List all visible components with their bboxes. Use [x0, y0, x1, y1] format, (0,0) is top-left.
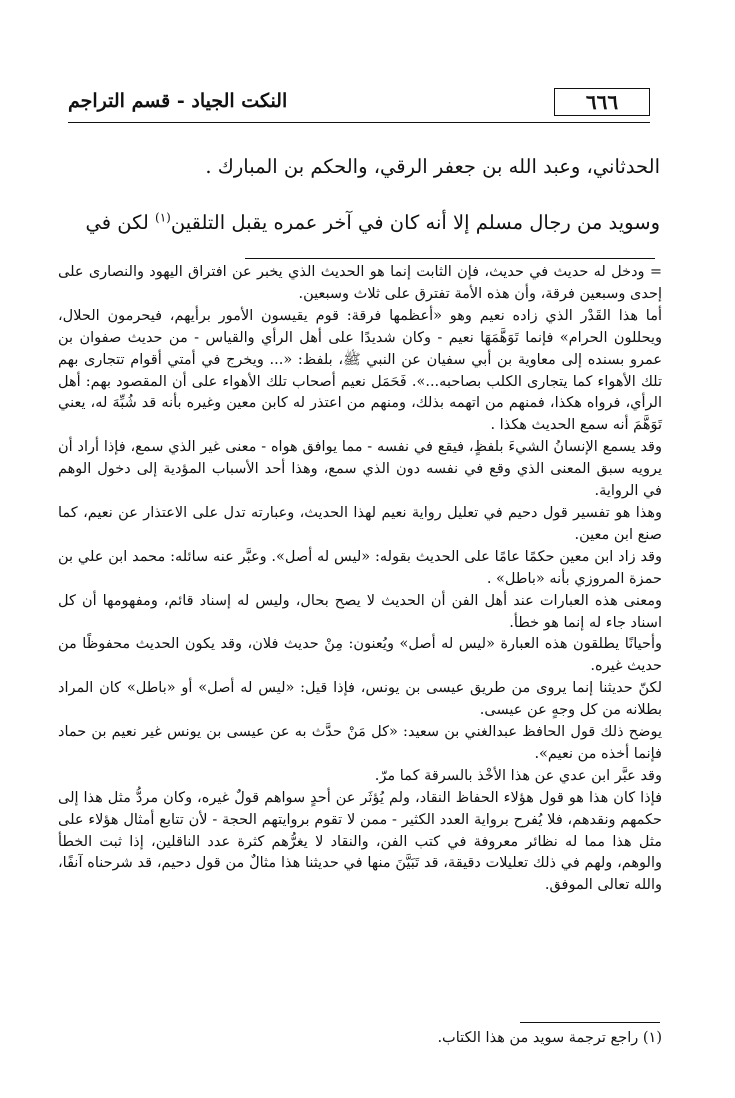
footnote-rule: [520, 1022, 660, 1023]
main-line-2-tail: لكن في: [85, 211, 156, 234]
paragraph-gap: [60, 186, 660, 204]
main-line-2-text: وسويد من رجال مسلم إلا أنه كان في آخر عمره يقبل التلقين: [170, 211, 660, 234]
note-paragraph: أما هذا القَدْر الذي زاده نعيم وهو «أعظمها فرقة: قوم يقيسون الأمور برأيهم، فيحرمون الحلال، ويحللون الحرام» فإنما تَوَهَّمَهَا نعيم - وكان شديدًا على أهل الرأي والقياس - من حديث صفوان بن عمرو بسنده إلى معاوية بن أبي سفيان عن النبي ﷺ، بلفظ: «... ويخرج في أمتي أقوام تتجارى بهم تلك الأهواء كما يتجارى الكلب بصاحبه...». فَحَمَل نعيم أصحاب تلك الأهواء على أن المقصود بهم: أهل الرأي، فرواه هكذا، فمنهم من اتهمه بذلك، ومنهم من اعتذر له كابن معين وغيره بأنه قد شُبِّهَ له، يعني تَوَهَّمَ أنه سمع الحديث هكذا .: [58, 307, 662, 434]
note-paragraph: = ودخل له حديث في حديث، فإن الثابت إنما هو الحديث الذي يخبر عن افتراق اليهود والنصارى على إحدى وسبعين فرقة، وأن هذه الأمة تفترق على ثلاث وسبعين.: [58, 264, 662, 302]
footnote-line: [58, 1027, 662, 1049]
note-paragraph: وأحيانًا يطلقون هذه العبارة «ليس له أصل» ويُعنون: مِنْ حديث فلان، وقد يكون الحديث محفوظًا من حديث غيره.: [58, 636, 662, 675]
note-paragraph: وقد زاد ابن معين حكمًا عامًا على الحديث بقوله: «ليس له أصل». وعبَّر عنه سائله: محمد ابن علي بن حمزة المروزي بأنه «باطل» .: [58, 548, 662, 587]
running-header: [68, 84, 650, 120]
main-line-1: الحدثاني، وعبد الله بن جعفر الرقي، والحكم بن المبارك .: [205, 155, 660, 178]
note-paragraph: وهذا هو تفسير قول دحيم في تعليل رواية نعيم لهذا الحديث، وعبارته تدل على الاعتذار عن نعيم، كما صنع ابن معين.: [58, 504, 662, 543]
footnote-text: راجع ترجمة سويد من هذا الكتاب.: [437, 1030, 643, 1046]
main-line-2: [60, 204, 660, 242]
note-paragraph: يوضح ذلك قول الحافظ عبدالغني بن سعيد: «كل مَنْ حدَّث به عن عيسى بن يونس غير نعيم بن حماد فإنما أخذه من نعيم».: [58, 724, 662, 762]
page-number-box: [554, 88, 650, 116]
footnote-number: (١): [642, 1030, 662, 1046]
note-paragraph: لكنّ حديثنا إنما يروى من طريق عيسى بن يونس، فإذا قيل: «ليس له أصل» أو «باطل» كان المراد بطلانه من كل وجهٍ عن عيسى.: [58, 680, 662, 719]
note-paragraph: ومعنى هذه العبارات عند أهل الفن أن الحديث لا يصح بحال، وليس له إسناد قائم، ومفهومها أن كل اسناد جاء له إنما هو خطأ.: [58, 592, 662, 631]
page-number: ٦٦٦: [585, 90, 619, 114]
note-paragraph: فإذا كان هذا هو قول هؤلاء الحفاظ النقاد، ولم يُؤثَر عن أحدٍ سواهم قولٌ غيره، وكان مردُّ مثل هذا إلى حكمهم ونقدهم، فلا يُفرح برواية العدد الكثير - ممن لا تقوم بروايتهم الحجة - لأن تتابع أمثال هؤلاء على مثل هذا مما له نظائر معروفة في كتب الفن، والنقاد لا يغرُّهم كثرة عدد الناقلين، إذا ثبت الخطأ والوهم، ولهم في ذلك تعليلات دقيقة، قد تَبَيَّنَ منها في حديثنا هذا مثالٌ من قول دحيم، قد شرحناه آنفًا، والله تعالى الموفق.: [58, 789, 662, 894]
separator-rule: [245, 258, 655, 259]
continued-footnote: [58, 262, 662, 897]
footnote: [58, 1027, 662, 1049]
running-title: النكت الجياد - قسم التراجم: [68, 90, 288, 112]
note-paragraph: وقد عبَّر ابن عدي عن هذا الأخْذ بالسرقة كما مرّ.: [374, 767, 662, 784]
footnote-marker: (١): [155, 210, 171, 225]
header-rule: [68, 122, 650, 123]
note-paragraph: وقد يسمع الإنسانُ الشيءَ بلفظٍ، فيقع في نفسه - مما يوافق هواه - معنى غير الذي سمع، فإذا أراد أن يرويه سبق المعنى الذي وقع في نفسه دون الذي سمع، وهذا أحد الأسباب المؤدية إلى دخول الوهم في الرواية.: [58, 439, 662, 500]
main-text: [60, 148, 660, 242]
